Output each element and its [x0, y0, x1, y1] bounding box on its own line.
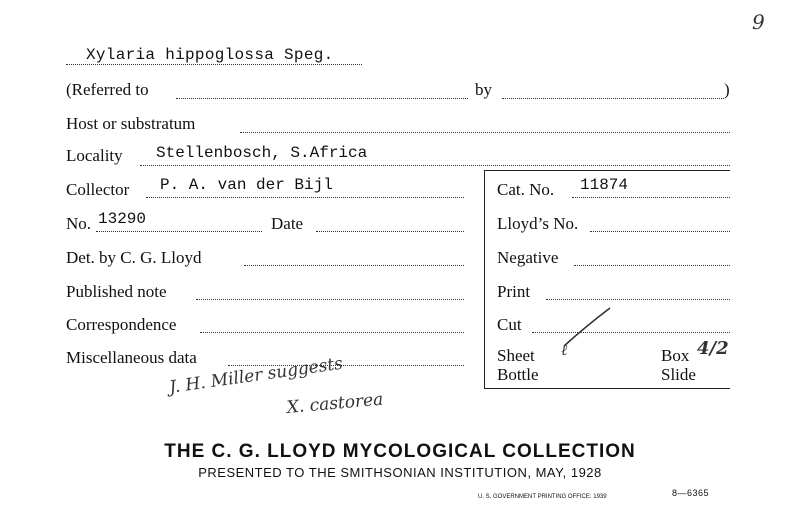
print-label: Print — [497, 282, 531, 301]
print-line — [546, 299, 730, 300]
lloyds-no-label: Lloyd’s No. — [497, 214, 579, 233]
det-by-label: Det. by C. G. Lloyd — [66, 248, 202, 267]
form-number: 8—6365 — [672, 488, 710, 498]
misc-label: Miscellaneous data — [66, 348, 197, 367]
cat-no-label: Cat. No. — [497, 180, 555, 199]
collector-value: P. A. van der Bijl — [160, 176, 333, 194]
locality-label: Locality — [66, 146, 123, 165]
cat-no-line — [572, 197, 730, 198]
correspondence-line — [200, 332, 464, 333]
negative-line — [574, 265, 730, 266]
handwritten-note-line2: X. castorea — [286, 389, 385, 418]
pen-stroke — [560, 302, 620, 352]
collector-label: Collector — [66, 180, 130, 199]
negative-label: Negative — [497, 248, 559, 267]
locality-line — [140, 165, 730, 166]
referred-to-label: (Referred to — [66, 80, 149, 99]
host-label: Host or substratum — [66, 114, 196, 133]
footer-subtitle: PRESENTED TO THE SMITHSONIAN INSTITUTION, MAY, 1928 — [198, 465, 602, 480]
no-label: No. — [66, 214, 92, 233]
published-label: Published note — [66, 282, 167, 301]
bottle-label: Bottle — [497, 365, 539, 384]
footer-title: THE C. G. LLOYD MYCOLOGICAL COLLECTION — [164, 441, 636, 462]
corner-mark: 9 — [752, 10, 765, 34]
date-label: Date — [271, 214, 304, 233]
locality-value: Stellenbosch, S.Africa — [156, 144, 368, 162]
no-line — [96, 231, 262, 232]
box-left — [484, 170, 485, 388]
box-handwriting: 4/2 — [697, 338, 729, 359]
by-label: by — [475, 80, 492, 99]
species-line — [66, 64, 362, 65]
collector-line — [146, 197, 464, 198]
handwritten-note-line1: J. H. Miller suggests — [168, 353, 345, 398]
close-paren: ) — [724, 80, 730, 99]
species-name: Xylaria hippoglossa Speg. — [86, 46, 334, 64]
referred-to-line — [176, 98, 468, 99]
cut-label: Cut — [497, 315, 522, 334]
slide-label: Slide — [661, 365, 696, 384]
det-by-line — [244, 265, 464, 266]
sheet-mark: ℓ — [561, 341, 568, 359]
box-top — [484, 170, 730, 171]
lloyds-no-line — [590, 231, 730, 232]
by-line — [502, 98, 724, 99]
host-line — [240, 132, 730, 133]
published-line — [196, 299, 464, 300]
box-bottom — [484, 388, 730, 389]
cat-no-value: 11874 — [580, 176, 629, 194]
box-label: Box — [661, 346, 690, 365]
sheet-label: Sheet — [497, 346, 535, 365]
date-line — [316, 231, 464, 232]
printing-office: U. S. GOVERNMENT PRINTING OFFICE: 1939 — [478, 494, 607, 500]
no-value: 13290 — [98, 210, 147, 228]
correspondence-label: Correspondence — [66, 315, 177, 334]
